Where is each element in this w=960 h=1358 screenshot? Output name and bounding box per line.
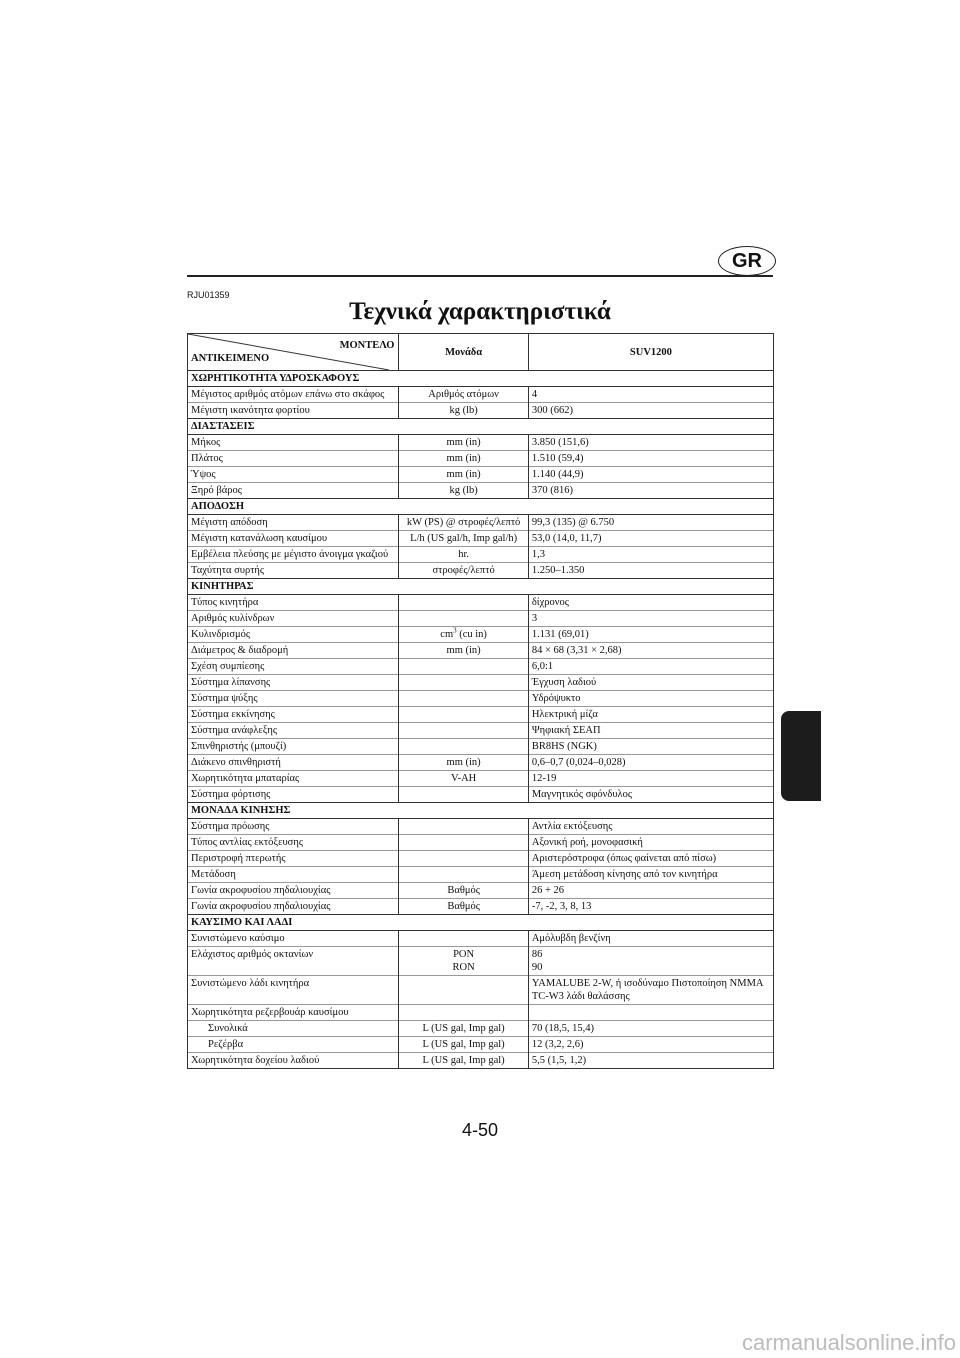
table-row <box>188 867 774 883</box>
header-model-label: ΜΟΝΤΕΛΟ <box>339 340 395 351</box>
section-heading-row <box>188 371 774 387</box>
table-row <box>188 947 774 976</box>
spec-unit <box>399 1005 528 1021</box>
spec-value: 3 <box>528 611 773 627</box>
spec-value: 1,3 <box>528 547 773 563</box>
spec-value: 3.850 (151,6) <box>528 435 773 451</box>
spec-item: Σύστημα ανάφλεξης <box>188 723 399 739</box>
spec-unit <box>399 675 528 691</box>
spec-item: Χωρητικότητα δοχείου λαδιού <box>188 1053 399 1069</box>
spec-unit-line: PON <box>453 949 475 960</box>
spec-item: Τύπος αντλίας εκτόξευσης <box>188 835 399 851</box>
spec-unit <box>399 819 528 835</box>
spec-unit: mm (in) <box>399 467 528 483</box>
table-header-row <box>188 334 774 371</box>
watermark: carmanualsonline.info <box>741 1330 956 1355</box>
spec-table <box>187 333 774 1069</box>
spec-value: 99,3 (135) @ 6.750 <box>528 515 773 531</box>
spec-value: 26 + 26 <box>528 883 773 899</box>
spec-unit <box>399 595 528 611</box>
spec-unit: hr. <box>399 547 528 563</box>
table-row <box>188 691 774 707</box>
spec-unit-superscript: 3 <box>453 626 457 635</box>
spec-unit <box>399 787 528 803</box>
spec-value: 370 (816) <box>528 483 773 499</box>
spec-item: Συνιστώμενο καύσιμο <box>188 931 399 947</box>
spec-value: 84 × 68 (3,31 × 2,68) <box>528 643 773 659</box>
section-heading-row <box>188 499 774 515</box>
spec-unit <box>399 947 528 976</box>
spec-unit: mm (in) <box>399 451 528 467</box>
spec-value: 1.510 (59,4) <box>528 451 773 467</box>
spec-unit: L (US gal, Imp gal) <box>399 1037 528 1053</box>
spec-item: Ρεζέρβα <box>188 1037 399 1053</box>
spec-value: Αντλία εκτόξευσης <box>528 819 773 835</box>
spec-item: Χωρητικότητα μπαταρίας <box>188 771 399 787</box>
table-row <box>188 387 774 403</box>
spec-unit <box>399 931 528 947</box>
spec-item: Τύπος κινητήρα <box>188 595 399 611</box>
spec-unit-line: RON <box>452 962 475 973</box>
header-item-label: ΑΝΤΙΚΕΙΜΕΝΟ <box>191 353 270 364</box>
spec-item: Σύστημα λίπανσης <box>188 675 399 691</box>
spec-item: Μέγιστη απόδοση <box>188 515 399 531</box>
section-heading-row <box>188 419 774 435</box>
document-code: RJU01359 <box>187 290 230 300</box>
section-heading: ΚΑΥΣΙΜΟ ΚΑΙ ΛΑΔΙ <box>188 915 774 931</box>
spec-value: 0,6–0,7 (0,024–0,028) <box>528 755 773 771</box>
table-row <box>188 627 774 643</box>
spec-item: Γωνία ακροφυσίου πηδαλιουχίας <box>188 883 399 899</box>
spec-value: Αμόλυβδη βενζίνη <box>528 931 773 947</box>
spec-item: Ξηρό βάρος <box>188 483 399 499</box>
spec-unit-base: cm <box>440 629 454 640</box>
spec-unit <box>399 691 528 707</box>
spec-value: 53,0 (14,0, 11,7) <box>528 531 773 547</box>
spec-value: 1.250–1.350 <box>528 563 773 579</box>
spec-item: Σπινθηριστής (μπουζί) <box>188 739 399 755</box>
spec-item: Μέγιστος αριθμός ατόμων επάνω στο σκάφος <box>188 387 399 403</box>
spec-item: Γωνία ακροφυσίου πηδαλιουχίας <box>188 899 399 915</box>
spec-unit <box>399 627 528 643</box>
spec-item: Κυλινδρισμός <box>188 627 399 643</box>
spec-item: Συνιστώμενο λάδι κινητήρα <box>188 976 399 1005</box>
table-row <box>188 931 774 947</box>
spec-item: Σύστημα φόρτισης <box>188 787 399 803</box>
spec-item: Πλάτος <box>188 451 399 467</box>
table-row <box>188 611 774 627</box>
spec-unit <box>399 835 528 851</box>
table-row <box>188 771 774 787</box>
table-row <box>188 467 774 483</box>
spec-unit: στροφές/λεπτό <box>399 563 528 579</box>
spec-unit-tail: (cu in) <box>456 629 487 640</box>
section-heading: ΜΟΝΑΔΑ ΚΙΝΗΣΗΣ <box>188 803 774 819</box>
spec-value: 6,0:1 <box>528 659 773 675</box>
spec-item: Μέγιστη ικανότητα φορτίου <box>188 403 399 419</box>
spec-value: Ψηφιακή ΣΕΑΠ <box>528 723 773 739</box>
header-unit: Μονάδα <box>399 334 528 371</box>
spec-value: -7, -2, 3, 8, 13 <box>528 899 773 915</box>
spec-unit: V-AH <box>399 771 528 787</box>
table-row <box>188 675 774 691</box>
spec-item: Περιστροφή πτερωτής <box>188 851 399 867</box>
spec-item: Σύστημα εκκίνησης <box>188 707 399 723</box>
table-row <box>188 976 774 1005</box>
table-row <box>188 563 774 579</box>
spec-value: Αξονική ροή, μονοφασική <box>528 835 773 851</box>
spec-item: Μήκος <box>188 435 399 451</box>
spec-value <box>528 947 773 976</box>
table-row <box>188 1021 774 1037</box>
spec-item: Αριθμός κυλίνδρων <box>188 611 399 627</box>
spec-value: 300 (662) <box>528 403 773 419</box>
spec-value-line: 86 <box>531 949 543 960</box>
table-row <box>188 883 774 899</box>
spec-item: Σχέση συμπίεσης <box>188 659 399 675</box>
table-row <box>188 851 774 867</box>
table-row <box>188 435 774 451</box>
spec-unit <box>399 976 528 1005</box>
spec-value: 4 <box>528 387 773 403</box>
spec-item: Συνολικά <box>188 1021 399 1037</box>
spec-unit <box>399 867 528 883</box>
spec-item: Μέγιστη κατανάλωση καυσίμου <box>188 531 399 547</box>
table-row <box>188 643 774 659</box>
spec-item: Διάμετρος & διαδρομή <box>188 643 399 659</box>
spec-unit: mm (in) <box>399 643 528 659</box>
table-row <box>188 787 774 803</box>
spec-unit <box>399 851 528 867</box>
spec-unit: L (US gal, Imp gal) <box>399 1053 528 1069</box>
spec-unit <box>399 611 528 627</box>
table-row <box>188 723 774 739</box>
section-heading: ΚΙΝΗΤΗΡΑΣ <box>188 579 774 595</box>
spec-item: Σύστημα ψύξης <box>188 691 399 707</box>
spec-unit: Αριθμός ατόμων <box>399 387 528 403</box>
section-heading-row <box>188 915 774 931</box>
spec-value: 1.131 (69,01) <box>528 627 773 643</box>
header-diagonal-cell <box>188 334 399 371</box>
page-title: Τεχνικά χαρακτηριστικά <box>349 298 611 325</box>
spec-unit: mm (in) <box>399 755 528 771</box>
spec-value: Ηλεκτρική μίζα <box>528 707 773 723</box>
spec-value: 1.140 (44,9) <box>528 467 773 483</box>
table-row <box>188 739 774 755</box>
spec-item: Ταχύτητα συρτής <box>188 563 399 579</box>
spec-unit <box>399 723 528 739</box>
spec-unit: kg (lb) <box>399 403 528 419</box>
language-badge: GR <box>718 246 776 276</box>
top-rule <box>187 275 773 277</box>
spec-unit <box>399 659 528 675</box>
spec-item: Χωρητικότητα ρεζερβουάρ καυσίμου <box>188 1005 399 1021</box>
spec-unit: Βαθμός <box>399 883 528 899</box>
spec-value: 5,5 (1,5, 1,2) <box>528 1053 773 1069</box>
spec-value: BR8HS (NGK) <box>528 739 773 755</box>
spec-unit: kW (PS) @ στροφές/λεπτό <box>399 515 528 531</box>
page-number: 4-50 <box>461 1120 499 1140</box>
spec-value <box>528 1005 773 1021</box>
section-heading: ΑΠΟΔΟΣΗ <box>188 499 774 515</box>
spec-unit <box>399 739 528 755</box>
spec-value-line: 90 <box>531 962 543 973</box>
spec-unit: mm (in) <box>399 435 528 451</box>
spec-item: Διάκενο σπινθηριστή <box>188 755 399 771</box>
spec-value: 12-19 <box>528 771 773 787</box>
table-row <box>188 707 774 723</box>
table-row <box>188 483 774 499</box>
table-row <box>188 1053 774 1069</box>
table-row <box>188 755 774 771</box>
table-row <box>188 515 774 531</box>
table-row <box>188 1005 774 1021</box>
table-row <box>188 451 774 467</box>
spec-unit: kg (lb) <box>399 483 528 499</box>
spec-value: Αριστερόστροφα (όπως φαίνεται από πίσω) <box>528 851 773 867</box>
spec-value: YAMALUBE 2-W, ή ισοδύναμο Πιστοποίηση NMMA TC-W3 λάδι θαλάσσης <box>528 976 773 1005</box>
table-row <box>188 835 774 851</box>
table-row <box>188 531 774 547</box>
table-row <box>188 595 774 611</box>
spec-value: δίχρονος <box>528 595 773 611</box>
table-row <box>188 899 774 915</box>
table-row <box>188 1037 774 1053</box>
spec-item: Ελάχιστος αριθμός οκτανίων <box>188 947 399 976</box>
table-row <box>188 819 774 835</box>
spec-value: Υδρόψυκτο <box>528 691 773 707</box>
spec-item: Ύψος <box>188 467 399 483</box>
spec-value: 12 (3,2, 2,6) <box>528 1037 773 1053</box>
spec-value: 70 (18,5, 15,4) <box>528 1021 773 1037</box>
header-model-value: SUV1200 <box>528 334 773 371</box>
table-row <box>188 659 774 675</box>
table-row <box>188 403 774 419</box>
section-heading: ΧΩΡΗΤΙΚΟΤΗΤΑ ΥΔΡΟΣΚΑΦΟΥΣ <box>188 371 774 387</box>
spec-item: Σύστημα πρόωσης <box>188 819 399 835</box>
section-heading-row <box>188 803 774 819</box>
spec-value: Άμεση μετάδοση κίνησης από τον κινητήρα <box>528 867 773 883</box>
spec-unit: L/h (US gal/h, Imp gal/h) <box>399 531 528 547</box>
section-heading: ΔΙΑΣΤΑΣΕΙΣ <box>188 419 774 435</box>
table-row <box>188 547 774 563</box>
spec-value: Έγχυση λαδιού <box>528 675 773 691</box>
chapter-tab <box>781 711 821 801</box>
spec-item: Εμβέλεια πλεύσης με μέγιστο άνοιγμα γκαζιού <box>188 547 399 563</box>
spec-unit: L (US gal, Imp gal) <box>399 1021 528 1037</box>
spec-value: Μαγνητικός σφόνδυλος <box>528 787 773 803</box>
spec-unit <box>399 707 528 723</box>
spec-item: Μετάδοση <box>188 867 399 883</box>
section-heading-row <box>188 579 774 595</box>
spec-unit: Βαθμός <box>399 899 528 915</box>
